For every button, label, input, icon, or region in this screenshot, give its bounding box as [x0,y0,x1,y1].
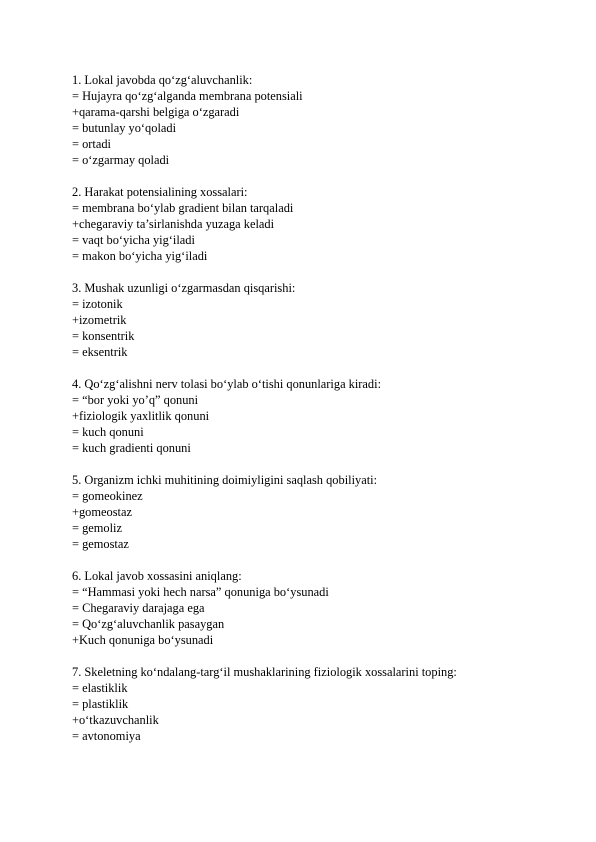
answer-option: = avtonomiya [72,729,141,743]
question-title: 1. Lokal javobda qo‘zg‘aluvchanlik: [72,73,253,87]
answer-option: +Kuch qonuniga bo‘ysunadi [72,633,214,647]
question-4 [72,376,572,456]
answer-option: = Hujayra qo‘zg‘alganda membrana potensiali [72,89,303,103]
question-5 [72,472,572,552]
question-title: 3. Mushak uzunligi o‘zgarmasdan qisqarishi: [72,281,296,295]
answer-option: = butunlay yo‘qoladi [72,121,177,135]
answer-option: = konsentrik [72,329,135,343]
answer-option: = gemostaz [72,537,129,551]
answer-option: = gomeokinez [72,489,143,503]
answer-option: +izometrik [72,313,127,327]
question-title: 5. Organizm ichki muhitining doimiyligini saqlash qobiliyati: [72,473,378,487]
question-6 [72,568,572,648]
answer-option: = “Hammasi yoki hech narsa” qonuniga bo‘ysunadi [72,585,329,599]
answer-option: = kuch qonuni [72,425,144,439]
answer-option: +gomeostaz [72,505,132,519]
answer-option: = “bor yoki yo’q” qonuni [72,393,199,407]
question-title: 2. Harakat potensialining xossalari: [72,185,248,199]
answer-option: +fiziologik yaxlitlik qonuni [72,409,210,423]
question-title: 4. Qo‘zg‘alishni nerv tolasi bo‘ylab o‘tishi qonunlariga kiradi: [72,377,382,391]
answer-option: = gemoliz [72,521,122,535]
answer-option: = vaqt bo‘yicha yig‘iladi [72,233,195,247]
answer-option: = elastiklik [72,681,128,695]
question-7 [72,664,572,744]
answer-option: = plastiklik [72,697,129,711]
answer-option: = Qo‘zg‘aluvchanlik pasaygan [72,617,225,631]
answer-option: = makon bo‘yicha yig‘iladi [72,249,208,263]
answer-option: = izotonik [72,297,123,311]
answer-option: +o‘tkazuvchanlik [72,713,159,727]
answer-option: = ortadi [72,137,111,151]
answer-option: = kuch gradienti qonuni [72,441,191,455]
answer-option: = eksentrik [72,345,128,359]
answer-option: +chegaraviy ta’sirlanishda yuzaga keladi [72,217,275,231]
question-1 [72,72,572,168]
answer-option: +qarama-qarshi belgiga o‘zgaradi [72,105,240,119]
answer-option: = o‘zgarmay qoladi [72,153,170,167]
document-page [72,72,572,760]
answer-option: = Chegaraviy darajaga ega [72,601,205,615]
answer-option: = membrana bo‘ylab gradient bilan tarqaladi [72,201,294,215]
question-title: 6. Lokal javob xossasini aniqlang: [72,569,242,583]
question-2 [72,184,572,264]
question-title: 7. Skeletning ko‘ndalang-targ‘il mushaklarining fiziologik xossalarini toping: [72,665,457,679]
question-3 [72,280,572,360]
